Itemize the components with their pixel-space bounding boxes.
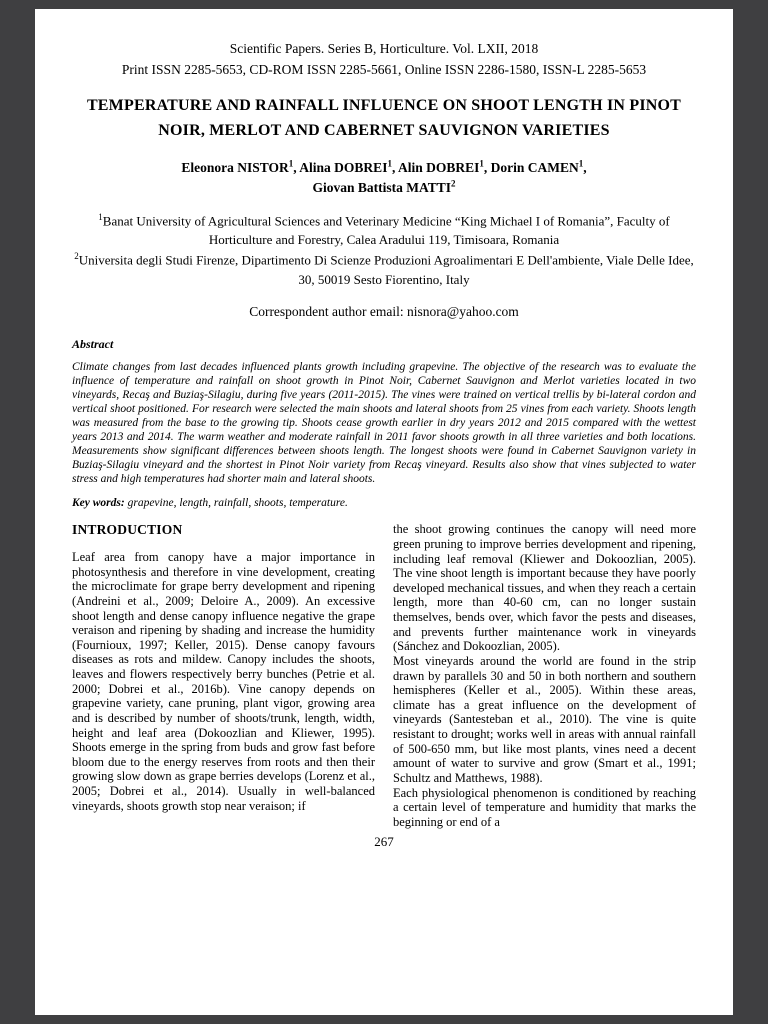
author-4-separator: , <box>583 159 587 175</box>
affiliation-1-mark: 1 <box>98 211 103 222</box>
introduction-paragraph-left: Leaf area from canopy have a major importance in photosynthesis and therefore in vine development, creating the microclimate for grape berry development and ripening (Andreini et al., 2009; Deloire A., 2009). An excessive shoot length and dense canopy influence negative the grape veraison and ripening by shading and increase the humidity (Fournioux, 1997; Keller, 2015). Dense canopy favours diseases as rots and mildew. Canopy includes the shoots, leaves and flowers respectively berry bunches (Petrie et al. 2000; Dobrei et al., 2016b). Vine canopy depends on grapevine variety, cane pruning, plant vigor, growing area and is described by number of shoots/trunk, length, width, height and leaf area (Dokoozlian and Kliewer, 1995). Shoots emerge in the spring from buds and grow fast before bloom due to the energy reserves from roots and then their growing slow down as grape berries develops (Lorenz et al., 2005; Dobrei et al., 2014). Usually in well-balanced vineyards, shoots growth stop near veraison; if <box>72 550 375 813</box>
author-3 <box>398 160 491 175</box>
right-column <box>393 522 696 829</box>
author-2-name: Alina DOBREI <box>299 159 388 175</box>
abstract-heading: Abstract <box>72 337 114 352</box>
author-3-name: Alin DOBREI <box>397 159 480 175</box>
affiliation-list <box>72 211 696 290</box>
introduction-paragraph-right-1: the shoot growing continues the canopy will need more green pruning to improve berries development and ripening, including leaf removal (Kliewer and Dokoozlian, 2005). The vine shoot length is important because they have poorly developed mechanical tissues, and when they reach a certain length, more than 40-60 cm, can no longer sustain themselves, bends over, which favor the pests and diseases, and prevents further maintenance work in vineyards (Sánchez and Dokoozlian, 2005). <box>393 522 696 654</box>
author-1-separator: , <box>293 159 300 175</box>
affiliation-2 <box>72 250 696 289</box>
introduction-heading: INTRODUCTION <box>72 522 183 538</box>
author-5 <box>312 180 455 195</box>
introduction-paragraph-right-3: Each physiological phenomenon is conditioned by reaching a certain level of temperature and humidity that marks the beginning or end of a <box>393 785 696 829</box>
keywords-line <box>72 497 696 509</box>
introduction-paragraph-right-2: Most vineyards around the world are found in the strip drawn by parallels 30 and 50 in both northern and southern hemispheres (Keller et al., 2005). Within these areas, climate has a great influence on the development of vineyards (Santesteban et al., 2010). The vine is quite resistant to drought; works well in areas with annual rainfall of 500-650 mm, but like most plants, vines need a decent amount of water to survive and grow (Smart et al., 1991; Schultz and Matthews, 1988). <box>393 653 696 785</box>
left-column <box>72 522 375 829</box>
journal-series-line: Scientific Papers. Series B, Horticulture. Vol. LXII, 2018 <box>229 41 539 56</box>
author-1 <box>181 160 299 175</box>
author-4 <box>491 160 587 175</box>
author-1-affiliation-mark: 1 <box>288 158 294 169</box>
abstract-text: Climate changes from last decades influenced plants growth including grapevine. The objective of the research was to evaluate the influence of temperature and rainfall on shoot growth in Pinot Noir, Cabernet Sauvignon and Merlot varieties located in two vineyards, Recaş and Buziaş-Silagiu, during five years (2011-2015). The vines were trained on vertical trellis by bi-lateral cordon and vertical shoot positioned. For research were selected the main shoots and lateral shoots from 25 vines from each variety. Shoots length was measured from the base to the growing tip. Shoots cease growth earlier in dry years 2012 and 2015 compared with the wettest years 2013 and 2014. The warm weather and moderate rainfall in 2011 favor shoots growth in all three varieties and both locations. Measurements show significant differences between shoots length. The longest shoots were found in Cabernet Sauvignon variety in Buziaş-Silagiu vineyard and the shortest in Pinot Noir variety from Recaş vineyard. Results also show that vines subjected to water stress and high temperatures had shorter main and lateral shoots. <box>72 361 696 486</box>
author-3-separator: , <box>483 159 491 175</box>
author-2 <box>299 160 398 175</box>
author-2-separator: , <box>391 159 398 175</box>
author-3-affiliation-mark: 1 <box>479 158 484 169</box>
author-5-affiliation-mark: 2 <box>451 178 456 189</box>
keywords-label: Key words: <box>72 497 125 510</box>
author-2-affiliation-mark: 1 <box>387 158 392 169</box>
journal-issn-line: Print ISSN 2285-5653, CD-ROM ISSN 2285-5661, Online ISSN 2286-1580, ISSN-L 2285-5653 <box>121 61 647 77</box>
keywords-text: grapevine, length, rainfall, shoots, temperature. <box>124 497 348 510</box>
affiliation-1 <box>72 211 696 250</box>
author-1-name: Eleonora NISTOR <box>181 159 289 175</box>
affiliation-1-text: Banat University of Agricultural Sciences and Veterinary Medicine “King Michael I of Romania”, Faculty of Horticulture and Forestry, Calea Aradului 119, Timisoara, Romania <box>102 212 670 248</box>
affiliation-2-text: Universita degli Studi Firenze, Dipartimento Di Scienze Produzioni Agroalimentari E Dell'ambiente, Viale Delle Idee, 30, 50019 Sesto Fiorentino, Italy <box>78 252 694 287</box>
affiliation-2-mark: 2 <box>74 250 79 261</box>
author-4-affiliation-mark: 1 <box>578 158 584 169</box>
two-column-body <box>72 522 696 829</box>
page-number: 267 <box>374 834 394 850</box>
paper-page <box>35 9 733 1015</box>
correspondent-email-line: Correspondent author email: nisnora@yahoo.com <box>249 304 519 320</box>
article-title: TEMPERATURE AND RAINFALL INFLUENCE ON SHOOT LENGTH IN PINOT NOIR, MERLOT AND CABERNET SAUVIGNON VARIETIES <box>86 96 682 140</box>
author-5-name: Giovan Battista MATTI <box>312 180 451 196</box>
author-list <box>72 157 696 199</box>
author-4-name: Dorin CAMEN <box>490 159 579 175</box>
journal-header <box>72 39 696 81</box>
